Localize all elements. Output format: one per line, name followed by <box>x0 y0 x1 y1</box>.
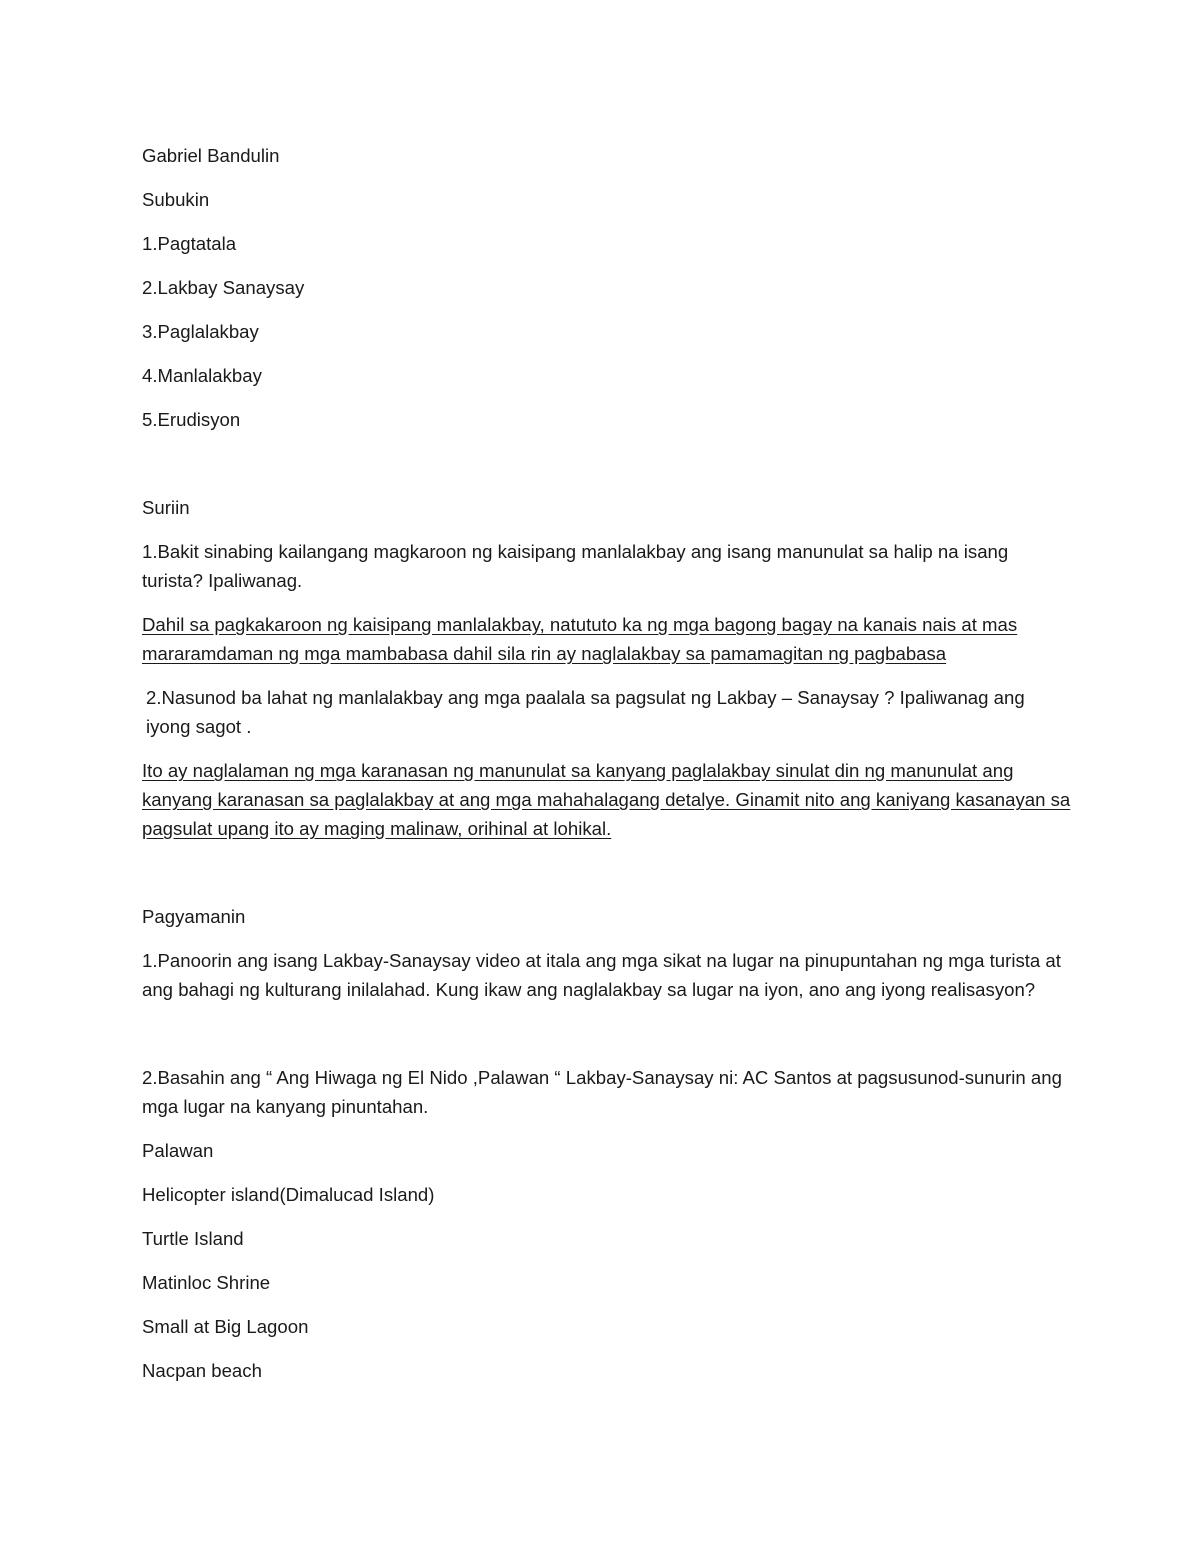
author-name: Gabriel Bandulin <box>142 145 280 166</box>
pagyamanin-question-2: 2.Basahin ang “ Ang Hiwaga ng El Nido ,Palawan “ Lakbay-Sanaysay ni: AC Santos at pagsusunod-sunurin ang mga lugar na kanyang pinuntahan. <box>142 1067 1062 1117</box>
suriin-question-1: 1.Bakit sinabing kailangang magkaroon ng kaisipang manlalakbay ang isang manunulat sa halip na isang turista? Ipaliwanag. <box>142 541 1009 591</box>
document-body <box>142 141 1072 1400</box>
suriin-question-2: 2.Nasunod ba lahat ng manlalakbay ang mga paalala sa pagsulat ng Lakbay – Sanaysay ? Ipaliwanag ang iyong sagot . <box>146 687 1025 737</box>
section-heading-pagyamanin: Pagyamanin <box>142 906 246 927</box>
place-list-item: Matinloc Shrine <box>142 1272 271 1293</box>
subukin-item: 4.Manlalakbay <box>142 365 262 386</box>
place-list-item: Palawan <box>142 1140 214 1161</box>
suriin-answer-1: Dahil sa pagkakaroon ng kaisipang manlalakbay, natututo ka ng mga bagong bagay na kanais nais at mas mararamdaman ng mga mambabasa dahil sila rin ay naglalakbay sa pamamagitan ng pagbabasa <box>142 614 1018 664</box>
place-list-item: Small at Big Lagoon <box>142 1316 309 1337</box>
subukin-item: 5.Erudisyon <box>142 409 241 430</box>
place-list-item: Helicopter island(Dimalucad Island) <box>142 1184 435 1205</box>
place-list-item: Nacpan beach <box>142 1360 262 1381</box>
subukin-item: 2.Lakbay Sanaysay <box>142 277 305 298</box>
suriin-answer-2: Ito ay naglalaman ng mga karanasan ng manunulat sa kanyang paglalakbay sinulat din ng manunulat ang kanyang karanasan sa paglalakbay at ang mga mahahalagang detalye. Ginamit nito ang kaniyang kasanayan sa pagsulat upang ito ay maging malinaw, orihinal at lohikal. <box>142 760 1071 839</box>
section-heading-suriin: Suriin <box>142 497 190 518</box>
place-list-item: Turtle Island <box>142 1228 244 1249</box>
subukin-item: 1.Pagtatala <box>142 233 237 254</box>
pagyamanin-question-1: 1.Panoorin ang isang Lakbay-Sanaysay video at itala ang mga sikat na lugar na pinupuntahan ng mga turista at ang bahagi ng kulturang inilalahad. Kung ikaw ang naglalakbay sa lugar na iyon, ano ang iyong realisasyon? <box>142 950 1061 1000</box>
subukin-item: 3.Paglalakbay <box>142 321 259 342</box>
section-heading-subukin: Subukin <box>142 189 210 210</box>
